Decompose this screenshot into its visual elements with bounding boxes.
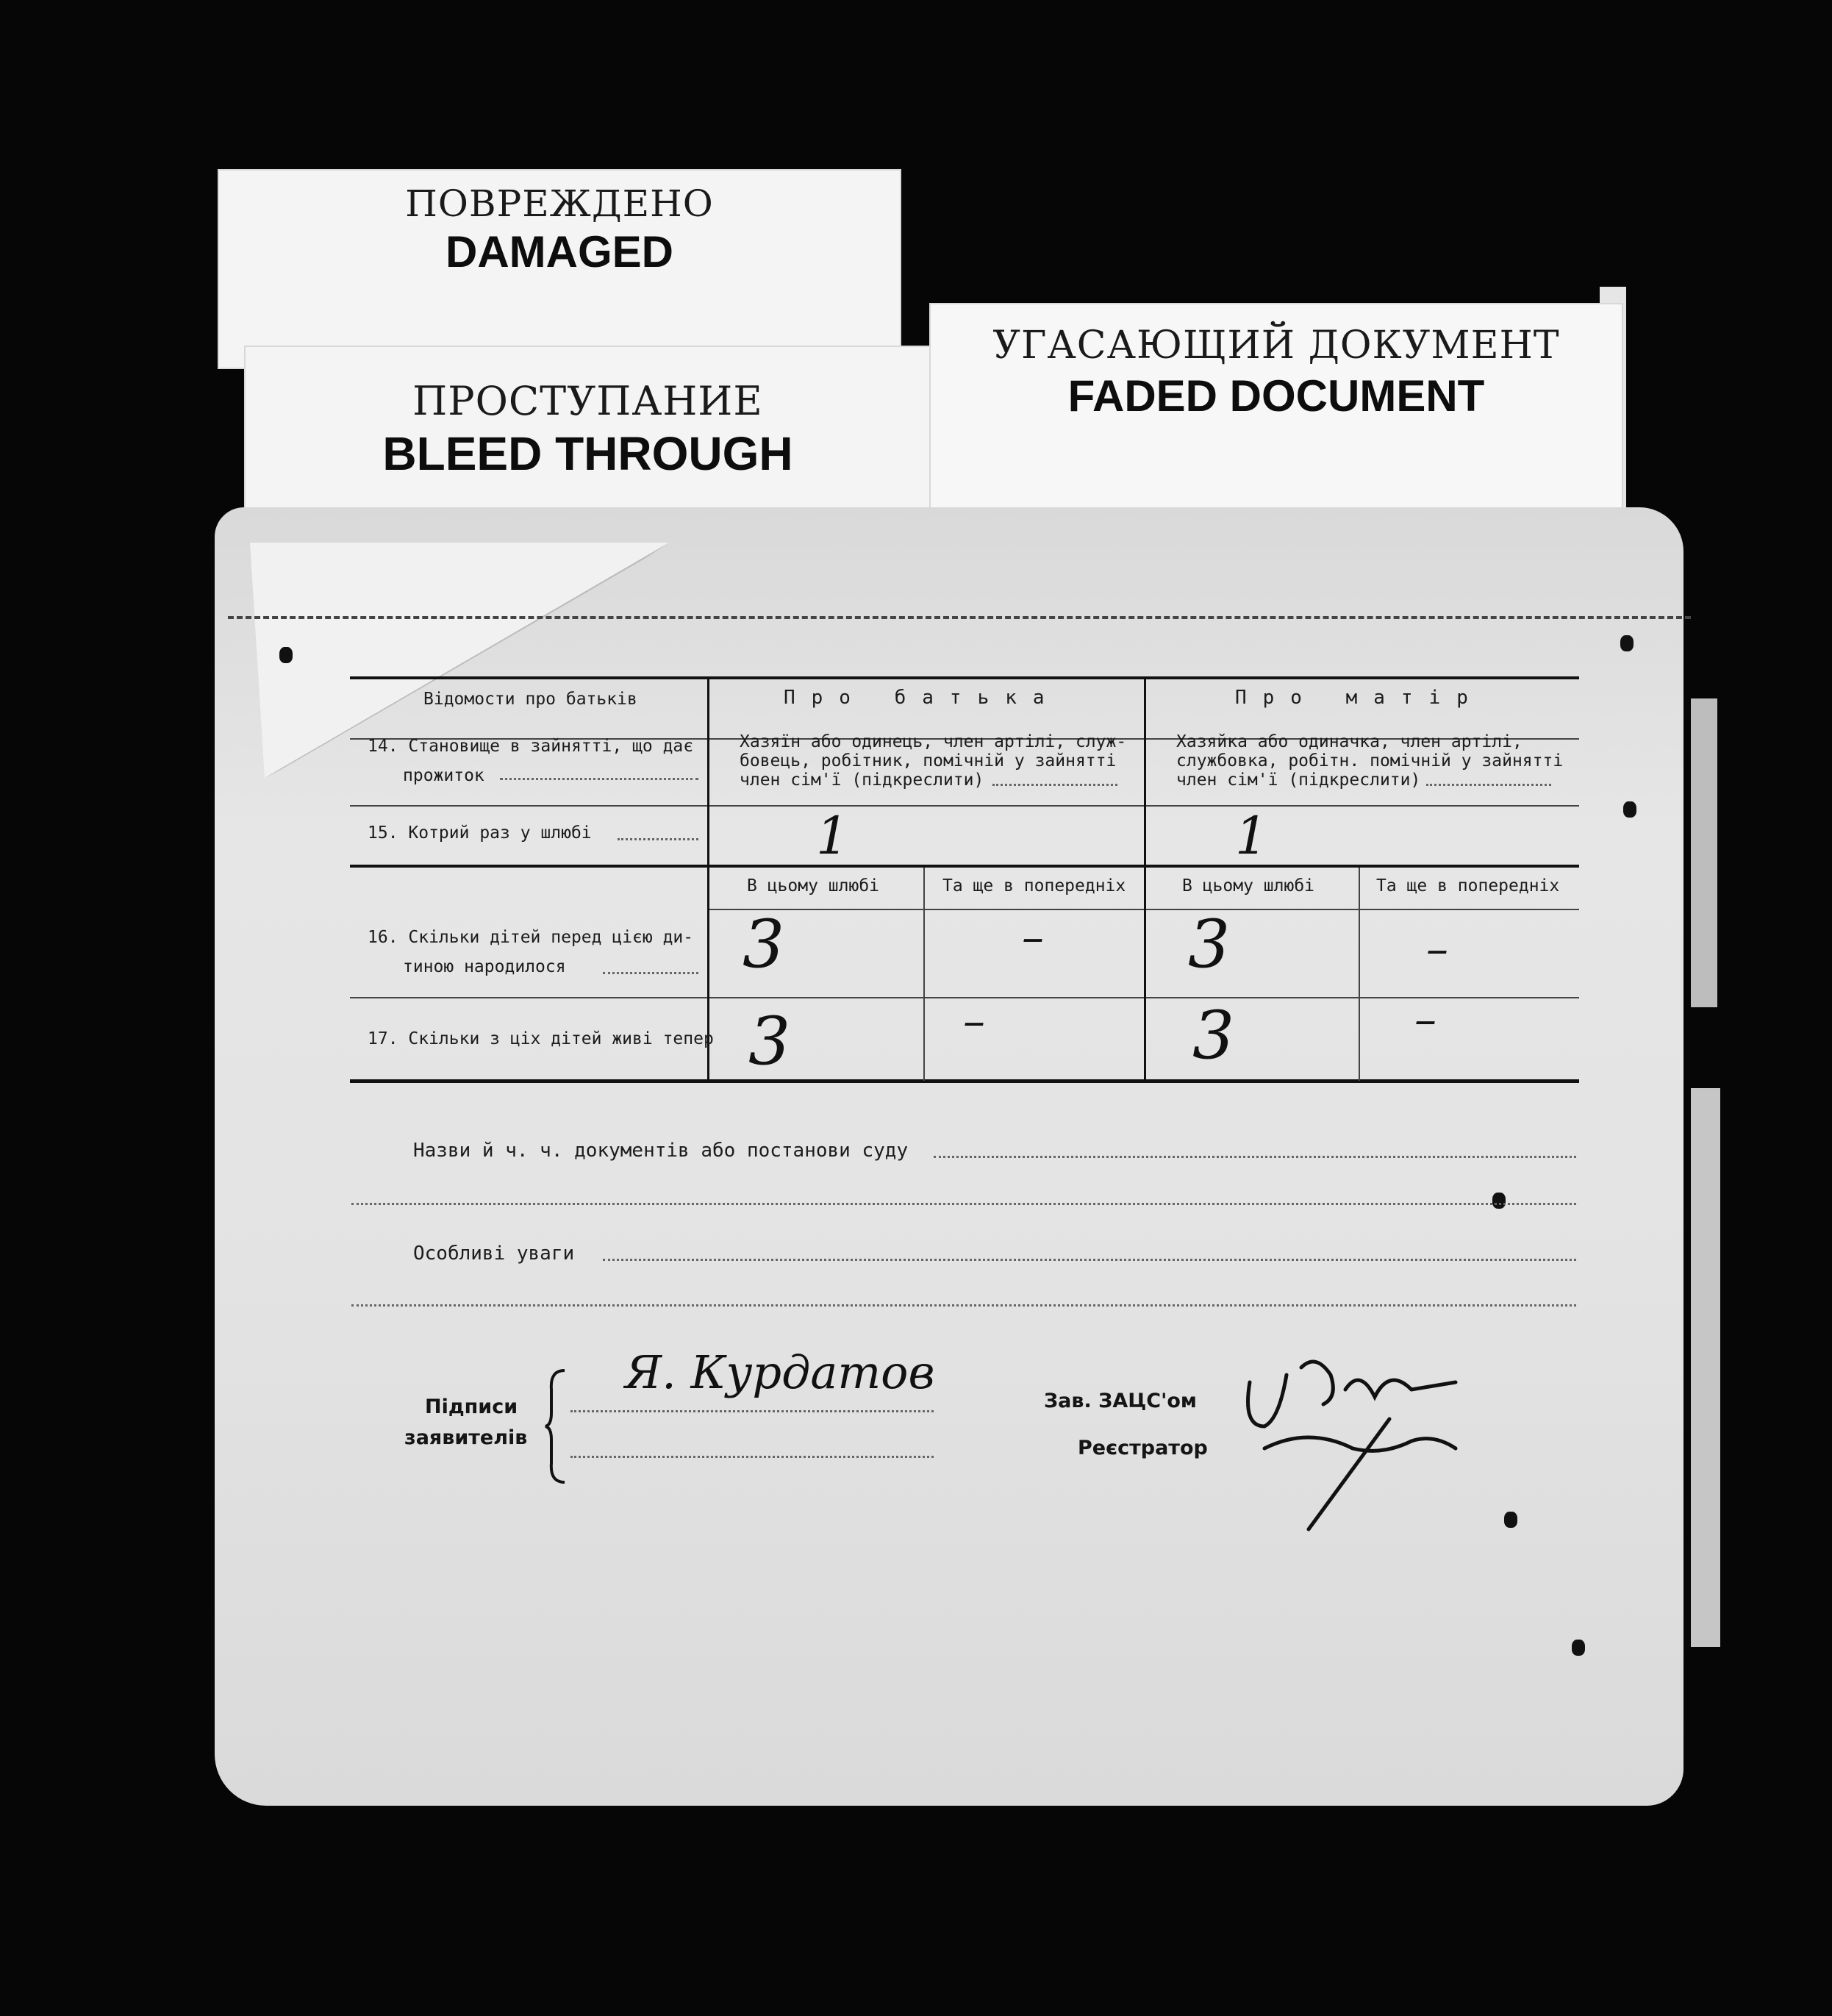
table-rule bbox=[707, 909, 1579, 910]
documents-line bbox=[934, 1156, 1576, 1158]
row16-father-prev: – bbox=[1022, 912, 1044, 963]
subheader-mother-this-marriage: В цьому шлюбі bbox=[1182, 876, 1315, 896]
row14-father-line3: член сім'ї (підкреслити) bbox=[740, 771, 984, 790]
header-parents-info: Відомости про батьків bbox=[423, 690, 637, 709]
signatures-label-cont: заявителів bbox=[404, 1426, 528, 1449]
row15-label: 15. Котрий раз у шлюбі bbox=[368, 823, 592, 843]
punch-hole bbox=[1504, 1512, 1517, 1528]
row16-mother-prev: – bbox=[1426, 923, 1448, 975]
table-col-rule bbox=[923, 868, 925, 1081]
row16-father-this: 3 bbox=[743, 906, 785, 983]
subheader-father-this-marriage: В цьому шлюбі bbox=[747, 876, 880, 896]
row14-father-line2: бовець, робітник, помічній у зайнятті bbox=[740, 751, 1117, 771]
faded-document-placard-ru: УГАСАЮЩИЙ ДОКУМЕНТ bbox=[992, 324, 1560, 368]
remarks-line-2 bbox=[351, 1304, 1576, 1307]
signatures-label: Підписи bbox=[425, 1395, 518, 1418]
remarks-line bbox=[603, 1259, 1576, 1261]
bleed-through-placard-ru: ПРОСТУПАНИЕ bbox=[412, 378, 763, 424]
row14-father-line1: Хазяїн або одинець, член артілі, служ- bbox=[740, 732, 1127, 751]
documents-line-2 bbox=[351, 1203, 1576, 1205]
subheader-mother-previous: Та ще в попередніх bbox=[1376, 876, 1560, 896]
table-rule-bottom bbox=[350, 1079, 1579, 1083]
applicant-signature: Я. Курдатов bbox=[625, 1345, 935, 1399]
header-mother: Про матір bbox=[1235, 687, 1484, 709]
registrar-label: Реєстратор bbox=[1078, 1437, 1208, 1459]
table-rule-mid bbox=[350, 865, 1579, 868]
faded-document-placard-en: FADED DOCUMENT bbox=[1067, 371, 1485, 421]
row15-mother-value: 1 bbox=[1235, 806, 1268, 866]
row14-label-cont: прожиток bbox=[403, 766, 484, 785]
damaged-placard-en: DAMAGED bbox=[446, 227, 673, 276]
applicant-signature-line-2 bbox=[570, 1456, 934, 1458]
row16-label: 16. Скільки дітей перед цією ди- bbox=[368, 928, 694, 947]
remarks-label: Особливі уваги bbox=[413, 1243, 575, 1265]
row14-mother-line2: службовка, робітн. помічній у зайнятті bbox=[1176, 751, 1564, 771]
dotted-leader bbox=[992, 784, 1117, 786]
row17-father-prev: – bbox=[963, 996, 985, 1047]
punch-hole bbox=[1620, 635, 1634, 651]
row17-father-this: 3 bbox=[748, 1003, 791, 1080]
row14-label: 14. Становище в зайнятті, що дає bbox=[368, 737, 694, 756]
row17-mother-prev: – bbox=[1414, 994, 1436, 1045]
subheader-father-previous: Та ще в попередніх bbox=[942, 876, 1126, 896]
table-rule-top bbox=[350, 676, 1579, 679]
header-father: Про батька bbox=[784, 687, 1061, 709]
dotted-leader bbox=[1426, 784, 1551, 786]
punch-hole bbox=[1623, 801, 1636, 818]
applicant-signature-line bbox=[570, 1410, 934, 1412]
punch-hole bbox=[1572, 1640, 1585, 1656]
table-rule bbox=[350, 805, 1579, 807]
official-signature bbox=[1235, 1338, 1492, 1544]
sheet-torn-edge-lower bbox=[1691, 1088, 1720, 1647]
row14-mother-line3: член сім'ї (підкреслити) bbox=[1176, 771, 1421, 790]
table-col-rule bbox=[707, 676, 709, 1081]
signatures-brace bbox=[543, 1368, 572, 1485]
dotted-leader bbox=[603, 972, 698, 974]
table-col-rule bbox=[1359, 868, 1360, 1081]
perforation-line bbox=[228, 616, 1691, 619]
punch-hole bbox=[279, 647, 293, 663]
punch-hole bbox=[1492, 1193, 1506, 1209]
damaged-placard-ru: ПОВРЕЖДЕНО bbox=[405, 182, 714, 225]
row17-label: 17. Скільки з ціх дітей живі тепер bbox=[368, 1029, 714, 1048]
row15-father-value: 1 bbox=[816, 806, 849, 866]
dotted-leader bbox=[500, 778, 698, 780]
row16-label-cont: тиною народилося bbox=[403, 957, 566, 976]
damaged-placard bbox=[218, 169, 901, 369]
row17-mother-this: 3 bbox=[1192, 997, 1235, 1074]
sheet-torn-edge bbox=[1691, 698, 1717, 1007]
dotted-leader bbox=[618, 838, 698, 840]
row14-mother-line1: Хазяйка або одиначка, член артілі, bbox=[1176, 732, 1523, 751]
row16-mother-this: 3 bbox=[1188, 906, 1231, 983]
bleed-through-placard-en: BLEED THROUGH bbox=[382, 427, 793, 480]
table-col-rule bbox=[1144, 676, 1146, 1081]
registry-head-label: Зав. ЗАЦС'ом bbox=[1044, 1390, 1197, 1412]
documents-label: Назви й ч. ч. документів або постанови суду bbox=[413, 1140, 909, 1162]
faded-document-placard bbox=[929, 303, 1623, 531]
